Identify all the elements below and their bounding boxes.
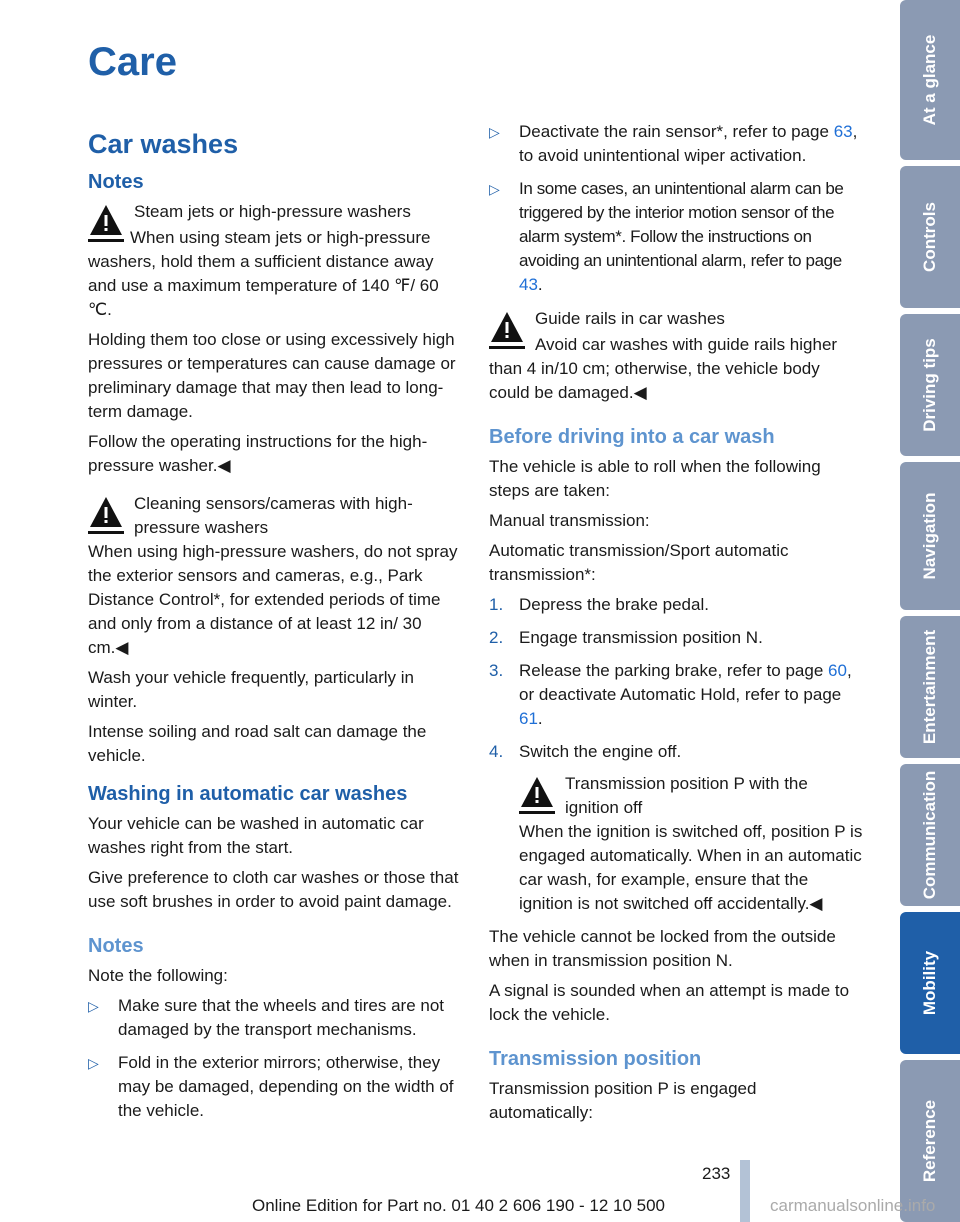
list-item: ▷ Fold in the exterior mirrors; otherwise, they may be damaged, depending on the width of the vehicle. [88, 1053, 454, 1120]
footer-edition: Online Edition for Part no. 01 40 2 606 190 - 12 10 500 [252, 1196, 666, 1215]
paragraph: The vehicle cannot be locked from the outside when in transmission position N. [489, 927, 836, 970]
paragraph: Transmission position P is engaged automatically: [489, 1079, 757, 1122]
tab-driving-tips[interactable]: Driving tips [900, 314, 960, 456]
bullet-triangle-icon: ▷ [489, 181, 500, 197]
list-item: ▷ In some cases, an unintentional alarm can be triggered by the interior motion sensor of the alarm system*. Follow the instructions on avoiding an unintentional alarm, refer to page 43. [489, 179, 844, 294]
tab-mobility[interactable]: Mobility [900, 912, 960, 1054]
page-marker [740, 1160, 750, 1222]
paragraph: The vehicle is able to roll when the following steps are taken: [489, 457, 821, 500]
page-link[interactable]: 60 [828, 661, 847, 680]
watermark: carmanualsonline.info [770, 1196, 936, 1215]
step-list [489, 593, 863, 916]
tab-at-a-glance[interactable]: At a glance [900, 0, 960, 160]
warning-body: When using steam jets or high-pressure washers, hold them a sufficient distance away and use a maximum temperature of 140 ℉/ 60 ℃. [88, 228, 439, 319]
warning-cleaning-sensors [88, 492, 464, 540]
left-column [88, 118, 464, 1132]
warning-triangle-icon [88, 494, 124, 536]
paragraph: Holding them too close or using excessively high pressures or temperatures can cause damage or preliminary damage that may then lead to long-term damage. [88, 330, 456, 421]
warning-guide-rails [489, 307, 863, 353]
warning-title: Steam jets or high-pressure washers [134, 202, 411, 221]
tab-reference[interactable]: Reference [900, 1060, 960, 1222]
right-column [489, 120, 863, 1131]
warning-body: When the ignition is switched off, position P is engaged automatically. When in an automatic car wash, for example, ensure that the ignition is not switched off accidentally.◀ [519, 822, 863, 913]
tab-controls[interactable]: Controls [900, 166, 960, 308]
subheading-notes: Notes [88, 171, 144, 193]
bullet-triangle-icon: ▷ [88, 998, 99, 1014]
page-number: 233 [702, 1164, 731, 1183]
paragraph: Note the following: [88, 966, 228, 985]
section-heading-car-washes: Car washes [88, 129, 239, 159]
paragraph: Wash your vehicle frequently, particularly in winter. [88, 668, 414, 711]
tab-entertainment[interactable]: Entertainment [900, 616, 960, 758]
warning-transmission-p [519, 772, 863, 820]
warning-title: Guide rails in car washes [535, 309, 725, 328]
list-item: 2. Engage transmission position N. [489, 628, 763, 647]
chapter-tabs [900, 0, 960, 1222]
warning-triangle-icon [489, 309, 525, 351]
list-item: 3. Release the parking brake, refer to page 60, or deactivate Automatic Hold, refer to page 61. [489, 661, 852, 728]
paragraph: Your vehicle can be washed in automatic car washes right from the start. [88, 814, 424, 857]
tab-communication[interactable]: Communication [900, 764, 960, 906]
paragraph: Automatic transmission/Sport automatic transmission*: [489, 541, 789, 584]
page-link[interactable]: 63 [833, 122, 853, 141]
list-item: 1. Depress the brake pedal. [489, 595, 709, 614]
paragraph: Manual transmission: [489, 511, 650, 530]
page-link[interactable]: 43 [519, 275, 538, 294]
warning-body: When using high-pressure washers, do not spray the exterior sensors and cameras, e.g., Park Distance Control*, for extended periods of time and only from a distance of at least 12 in/ 30 cm.◀ [88, 542, 458, 657]
tab-navigation[interactable]: Navigation [900, 462, 960, 610]
paragraph: Intense soiling and road salt can damage the vehicle. [88, 722, 427, 765]
list-item: ▷ Deactivate the rain sensor*, refer to page 63, to avoid unintentional wiper activation. [489, 122, 858, 165]
list-item: 4. Switch the engine off. Transmission position P with the ignition off When the ignition is switched off, position P is engaged automatically. When in an automatic car wash, for example, ensure that the ignition is not switched off accidentally.◀ [489, 740, 863, 916]
paragraph: Follow the operating instructions for the high-pressure washer.◀ [88, 432, 428, 475]
subheading-automatic-car-washes: Washing in automatic car washes [88, 783, 408, 805]
warning-body: Avoid car washes with guide rails higher than 4 in/10 cm; otherwise, the vehicle body could be damaged.◀ [489, 335, 838, 402]
warning-triangle-icon [88, 202, 124, 244]
paragraph: Give preference to cloth car washes or those that use soft brushes in order to avoid paint damage. [88, 868, 459, 911]
bullet-triangle-icon: ▷ [88, 1055, 99, 1071]
subheading-notes-2: Notes [88, 935, 144, 957]
bullet-list [88, 994, 464, 1123]
subheading-before-driving: Before driving into a car wash [489, 426, 775, 448]
page-link[interactable]: 61 [519, 709, 538, 728]
list-item: ▷ Make sure that the wheels and tires are not damaged by the transport mechanisms. [88, 996, 445, 1039]
paragraph: A signal is sounded when an attempt is made to lock the vehicle. [489, 981, 850, 1024]
warning-title: Transmission position P with the ignition off [565, 774, 808, 817]
bullet-list [489, 120, 863, 297]
warning-title: Cleaning sensors/cameras with high-pressure washers [134, 494, 413, 537]
bullet-triangle-icon: ▷ [489, 124, 500, 140]
page-title: Care [88, 40, 177, 84]
warning-triangle-icon [519, 774, 555, 816]
subheading-transmission-position: Transmission position [489, 1048, 702, 1070]
warning-steam-jets [88, 200, 464, 246]
